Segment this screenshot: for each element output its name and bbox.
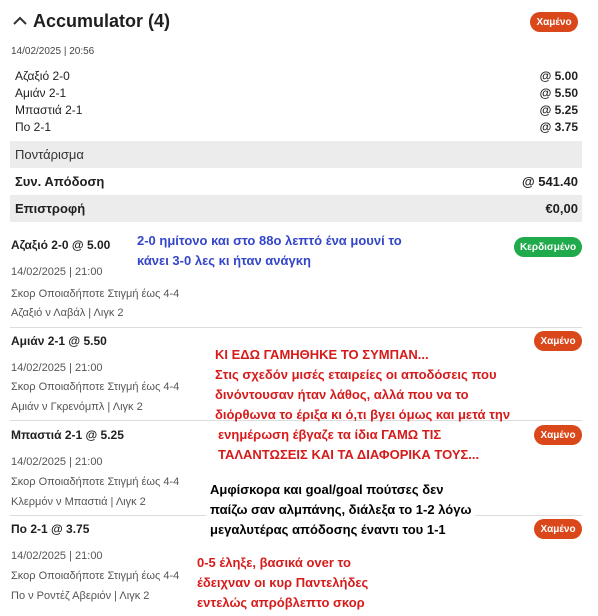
total-odds-value: @ 541.40 — [521, 174, 578, 189]
return-value: €0,00 — [545, 201, 578, 216]
leg-title: Μπαστιά 2-1 @ 5.25 — [11, 428, 124, 442]
selection-odds: @ 5.50 — [539, 86, 578, 100]
divider — [10, 327, 582, 328]
leg-title: Αζαξιό 2-0 @ 5.00 — [11, 238, 111, 252]
return-row — [10, 195, 582, 222]
bet-datetime: 14/02/2025 | 20:56 — [11, 46, 95, 57]
leg-market: Σκορ Οποιαδήποτε Στιγμή έως 4-4 — [11, 288, 180, 300]
stake-label: Ποντάρισμα — [15, 147, 84, 162]
leg-market: Σκορ Οποιαδήποτε Στιγμή έως 4-4 — [11, 476, 180, 488]
leg-datetime: 14/02/2025 | 21:00 — [11, 266, 103, 278]
chevron-up-icon[interactable] — [12, 14, 28, 28]
leg-event: Αζαξιό ν Λαβάλ | Λιγκ 2 — [11, 307, 124, 319]
leg-status-badge: Χαμένο — [534, 331, 582, 351]
selection-name: Μπαστιά 2-1 — [15, 103, 83, 117]
annotation-note: 2-0 ημίτονο και στο 88ο λεπτό ένα μουνί το κάνει 3-0 λες κι ήταν ανάγκη — [137, 233, 402, 268]
selection-name: Αζαξιό 2-0 — [15, 69, 70, 83]
selection-odds: @ 5.00 — [539, 69, 578, 83]
leg-status-badge: Χαμένο — [534, 425, 582, 445]
stake-row — [10, 141, 582, 168]
selection-name: Αμιάν 2-1 — [15, 86, 67, 100]
total-odds-row — [10, 168, 582, 195]
annotation-note: ενημέρωση έβγαζε τα ίδια ΓΑΜΩ ΤΙΣ ΤΑΛΑΝΤΩΣΕΙΣ ΚΑΙ ΤΑ ΔΙΑΦΟΡΙΚΑ ΤΟΥΣ... — [218, 427, 480, 462]
leg-event: Πο ν Ροντέζ Αβεριόν | Λιγκ 2 — [11, 590, 150, 602]
selection-odds: @ 3.75 — [539, 120, 578, 134]
leg-event: Κλερμόν ν Μπαστιά | Λιγκ 2 — [11, 496, 146, 508]
selection-odds: @ 5.25 — [539, 103, 578, 117]
leg-datetime: 14/02/2025 | 21:00 — [11, 456, 103, 468]
annotation-note: ΚΙ ΕΔΩ ΓΑΜΗΘΗΚΕ ΤΟ ΣΥΜΠΑΝ... Στις σχεδόν μισές εταιρείες οι αποδόσεις που δινόντουσαν ήταν λάθος, αλλά που να το διόρθωνα το έριξα κι ό,τι βγει όμως και μετά την — [215, 347, 511, 422]
leg-status-badge: Κερδισμένο — [514, 237, 582, 257]
leg-event: Αμιάν ν Γκρενόμπλ | Λιγκ 2 — [11, 401, 143, 413]
status-badge: Χαμένο — [530, 12, 578, 32]
leg-status-badge: Χαμένο — [534, 519, 582, 539]
leg-title: Αμιάν 2-1 @ 5.50 — [11, 334, 107, 348]
annotation-note: 0-5 έληξε, βασικά over το έδειχναν οι κυρ Παντελήδες εντελώς απρόβλεπτο σκορ — [197, 555, 369, 610]
leg-title: Πο 2-1 @ 3.75 — [11, 522, 90, 536]
bet-title[interactable]: Accumulator (4) — [33, 11, 171, 31]
leg-market: Σκορ Οποιαδήποτε Στιγμή έως 4-4 — [11, 381, 180, 393]
return-label: Επιστροφή — [15, 201, 86, 216]
leg-market: Σκορ Οποιαδήποτε Στιγμή έως 4-4 — [11, 570, 180, 582]
leg-datetime: 14/02/2025 | 21:00 — [11, 550, 103, 562]
annotation-note: Αμφίσκορα και goal/goal πούτσες δεν παίζω σαν αλμπάνης, διάλεξα το 1-2 λόγω μεγαλυτέρας απόδοσης έναντι του 1-1 — [206, 478, 475, 542]
leg-datetime: 14/02/2025 | 21:00 — [11, 362, 103, 374]
selection-name: Πο 2-1 — [15, 120, 52, 134]
total-odds-label: Συν. Απόδοση — [15, 174, 105, 189]
